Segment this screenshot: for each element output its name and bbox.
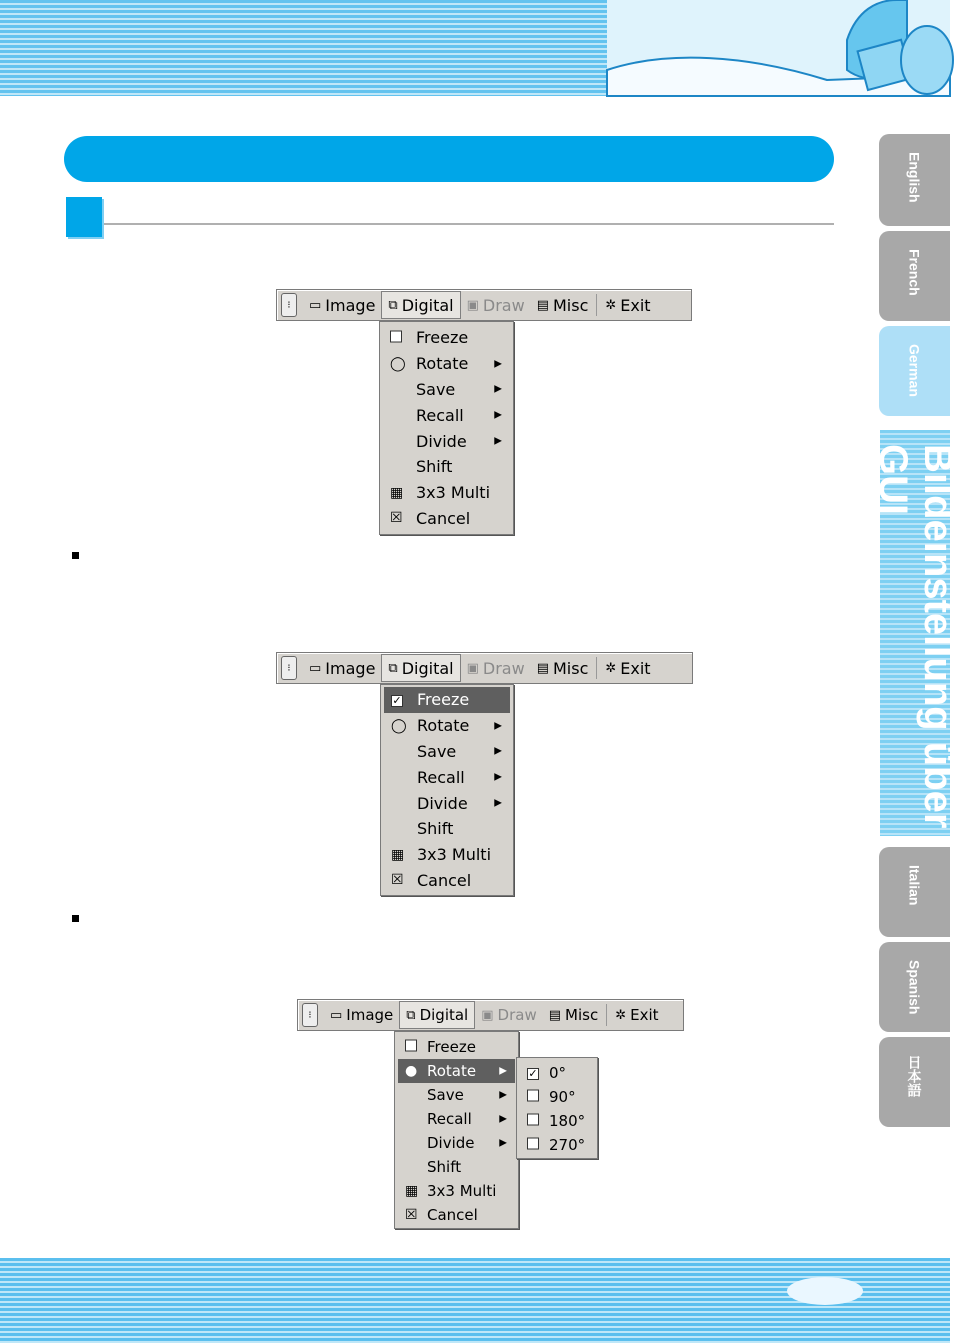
grip-icon[interactable]: ⁝ <box>302 1003 318 1027</box>
menu-item-rotate[interactable] <box>398 1059 515 1083</box>
checkbox-icon <box>527 1114 539 1126</box>
tab-japanese-label: 日本語 <box>906 1055 923 1097</box>
menu-item-freeze-label: Freeze <box>417 690 470 710</box>
menu-digital-label: Digital <box>419 1006 469 1024</box>
menu-item-save-label: Save <box>417 741 457 761</box>
exit-icon: ✲ <box>605 297 617 313</box>
menu-draw-label: Draw <box>497 1006 537 1024</box>
menu-item-rotate-label: Rotate <box>417 716 470 736</box>
menu-item-divide[interactable] <box>398 1131 515 1155</box>
menu-item-shift[interactable] <box>383 454 510 480</box>
menu-draw-label: Draw <box>482 295 525 315</box>
menubar <box>276 652 693 684</box>
exit-icon: ✲ <box>605 660 617 676</box>
chapter-side-title <box>871 430 960 836</box>
checkbox-icon <box>527 1090 539 1102</box>
digital-dropdown <box>394 1031 519 1229</box>
menu-image-label: Image <box>325 295 376 315</box>
menu-image[interactable] <box>303 654 381 682</box>
menu-item-shift-label: Shift <box>416 457 453 477</box>
submenu-arrow-icon: ▶ <box>499 1089 507 1101</box>
menu-draw-label: Draw <box>482 658 525 678</box>
rotate-submenu <box>516 1057 598 1159</box>
menu-item-multi-label: 3x3 Multi <box>427 1182 497 1200</box>
menu-draw[interactable] <box>461 291 531 319</box>
misc-icon: ▤ <box>548 1007 562 1023</box>
menu-misc-label: Misc <box>552 658 589 678</box>
draw-icon: ▣ <box>466 297 479 313</box>
menu-draw[interactable] <box>461 654 531 682</box>
section-title-bar <box>64 136 834 182</box>
submenu-arrow-icon: ▶ <box>494 797 502 809</box>
bullet-2 <box>72 915 79 922</box>
menu-item-cancel[interactable] <box>384 868 510 894</box>
menu-exit-label: Exit <box>630 1006 659 1024</box>
draw-icon: ▣ <box>466 660 479 676</box>
submenu-arrow-icon: ▶ <box>494 771 502 783</box>
menu-item-cancel-label: Cancel <box>416 508 471 528</box>
menu-item-freeze[interactable] <box>384 687 510 713</box>
draw-icon: ▣ <box>481 1007 494 1023</box>
menu-item-rotate[interactable] <box>383 351 510 377</box>
tab-japanese[interactable] <box>879 1037 950 1127</box>
menu-item-shift-label: Shift <box>417 819 454 839</box>
digital-dropdown <box>379 321 514 535</box>
menu-item-freeze-label: Freeze <box>416 328 469 348</box>
misc-icon: ▤ <box>536 297 549 313</box>
checked-checkbox-icon: ✓ <box>392 693 402 707</box>
subsection-rule <box>104 223 834 225</box>
chapter-side-title-label: Bildeinstellung über GUI <box>871 444 960 829</box>
submenu-arrow-icon: ▶ <box>499 1137 507 1149</box>
grid-icon: ▦ <box>405 1183 419 1199</box>
rotate-option-0-label: 0° <box>549 1064 567 1082</box>
menu-draw[interactable] <box>475 1001 542 1029</box>
rotate-option-270[interactable] <box>520 1133 594 1157</box>
checkbox-icon <box>390 330 402 342</box>
rotate-option-180-label: 180° <box>549 1112 586 1130</box>
menu-misc[interactable] <box>531 654 595 682</box>
menu-separator <box>606 1004 607 1026</box>
image-icon: ▭ <box>309 297 322 313</box>
tab-french[interactable] <box>879 231 950 321</box>
submenu-arrow-icon: ▶ <box>494 409 502 421</box>
bullet-1 <box>72 552 79 559</box>
submenu-arrow-icon: ▶ <box>494 358 502 370</box>
rotate-icon: ● <box>405 1063 418 1079</box>
checked-checkbox-icon: ✓ <box>528 1067 538 1080</box>
menu-item-save[interactable] <box>398 1083 515 1107</box>
menu-item-recall-label: Recall <box>417 767 465 787</box>
menu-item-divide-label: Divide <box>427 1134 475 1152</box>
menu-exit[interactable] <box>599 291 656 319</box>
menu-item-freeze-label: Freeze <box>427 1038 476 1056</box>
submenu-arrow-icon: ▶ <box>499 1065 507 1077</box>
tab-spanish[interactable] <box>879 942 950 1032</box>
tab-french-label: French <box>906 249 923 296</box>
menu-digital[interactable] <box>399 1001 475 1029</box>
menu-item-cancel[interactable] <box>398 1203 515 1227</box>
menu-image[interactable] <box>324 1001 399 1029</box>
rotate-icon: ◯ <box>390 355 406 372</box>
menu-item-save-label: Save <box>427 1086 464 1104</box>
checkbox-icon <box>527 1138 539 1150</box>
menu-item-rotate-label: Rotate <box>416 354 469 374</box>
menu-exit[interactable] <box>599 654 656 682</box>
tab-english[interactable] <box>879 134 950 226</box>
menu-item-recall[interactable] <box>383 402 510 428</box>
menu-item-cancel[interactable] <box>383 506 510 532</box>
menu-item-cancel-label: Cancel <box>417 870 472 890</box>
menu-separator <box>596 294 597 316</box>
subsection-marker <box>66 197 102 237</box>
rotate-option-90[interactable] <box>520 1085 594 1109</box>
tab-english-label: English <box>906 152 923 203</box>
menu-image[interactable] <box>303 291 381 319</box>
cancel-icon: ☒ <box>405 1207 418 1223</box>
menu-item-multi-label: 3x3 Multi <box>417 845 492 865</box>
submenu-arrow-icon: ▶ <box>494 745 502 757</box>
menu-item-save[interactable] <box>383 377 510 403</box>
grid-icon: ▦ <box>390 484 404 501</box>
misc-icon: ▤ <box>536 660 549 676</box>
menu-item-divide[interactable] <box>383 428 510 454</box>
menu-item-freeze[interactable] <box>383 325 510 351</box>
menu-digital-label: Digital <box>401 658 454 678</box>
rotate-option-0[interactable] <box>520 1061 594 1085</box>
menu-misc[interactable] <box>531 291 595 319</box>
menu-item-shift[interactable] <box>398 1155 515 1179</box>
image-icon: ▭ <box>309 660 322 676</box>
submenu-arrow-icon: ▶ <box>494 383 502 395</box>
menu-exit-label: Exit <box>620 295 651 315</box>
menu-item-rotate-label: Rotate <box>427 1062 477 1080</box>
checkbox-icon <box>405 1040 417 1052</box>
exit-icon: ✲ <box>615 1007 627 1023</box>
tab-italian[interactable] <box>879 847 950 937</box>
menu-image-label: Image <box>346 1006 394 1024</box>
grip-icon[interactable]: ⁝ <box>281 656 297 680</box>
header-illustration <box>607 0 950 96</box>
grid-icon: ▦ <box>391 846 405 863</box>
submenu-arrow-icon: ▶ <box>494 435 502 447</box>
menu-item-recall[interactable] <box>384 764 510 790</box>
cancel-icon: ☒ <box>391 872 404 889</box>
menu-item-shift-label: Shift <box>427 1158 462 1176</box>
menu-image-label: Image <box>325 658 376 678</box>
submenu-arrow-icon: ▶ <box>494 720 502 732</box>
menu-item-save[interactable] <box>384 739 510 765</box>
menu-item-multi[interactable] <box>384 842 510 868</box>
header-stripes <box>0 0 607 96</box>
menu-item-divide-label: Divide <box>416 431 467 451</box>
page-number-oval <box>787 1277 863 1305</box>
menu-misc-label: Misc <box>552 295 589 315</box>
menubar <box>297 999 684 1031</box>
rotate-option-180[interactable] <box>520 1109 594 1133</box>
menu-item-shift[interactable] <box>384 816 510 842</box>
tab-spanish-label: Spanish <box>906 960 923 1015</box>
menu-separator <box>596 657 597 679</box>
menu-item-save-label: Save <box>416 379 456 399</box>
menu-item-freeze[interactable] <box>398 1035 515 1059</box>
menu-exit-label: Exit <box>620 658 651 678</box>
menu-digital[interactable] <box>381 291 460 319</box>
digital-icon: ⧉ <box>406 1007 416 1023</box>
menu-item-multi[interactable] <box>398 1179 515 1203</box>
grip-icon[interactable]: ⁝ <box>281 293 297 317</box>
menu-digital-label: Digital <box>401 295 454 315</box>
menu-item-recall[interactable] <box>398 1107 515 1131</box>
menu-item-divide-label: Divide <box>417 793 468 813</box>
menu-item-divide[interactable] <box>384 790 510 816</box>
menu-item-cancel-label: Cancel <box>427 1206 478 1224</box>
rotate-option-90-label: 90° <box>549 1088 576 1106</box>
menu-exit[interactable] <box>609 1001 664 1029</box>
rotate-option-270-label: 270° <box>549 1136 586 1154</box>
digital-icon: ⧉ <box>388 297 398 313</box>
menu-item-rotate[interactable] <box>384 713 510 739</box>
menu-item-recall-label: Recall <box>416 405 464 425</box>
menu-digital[interactable] <box>381 654 460 682</box>
digital-dropdown <box>380 684 514 896</box>
menu-misc-label: Misc <box>565 1006 599 1024</box>
submenu-arrow-icon: ▶ <box>499 1113 507 1125</box>
tab-italian-label: Italian <box>906 865 923 906</box>
image-icon: ▭ <box>330 1007 343 1023</box>
digital-icon: ⧉ <box>388 660 398 676</box>
menu-item-multi[interactable] <box>383 480 510 506</box>
rotate-icon: ◯ <box>391 717 407 734</box>
tab-german-label: German <box>906 344 923 397</box>
cancel-icon: ☒ <box>390 510 403 527</box>
menubar <box>276 289 692 321</box>
menu-item-multi-label: 3x3 Multi <box>416 483 491 503</box>
menu-misc[interactable] <box>543 1001 604 1029</box>
tab-german[interactable] <box>879 326 950 416</box>
menu-item-recall-label: Recall <box>427 1110 472 1128</box>
